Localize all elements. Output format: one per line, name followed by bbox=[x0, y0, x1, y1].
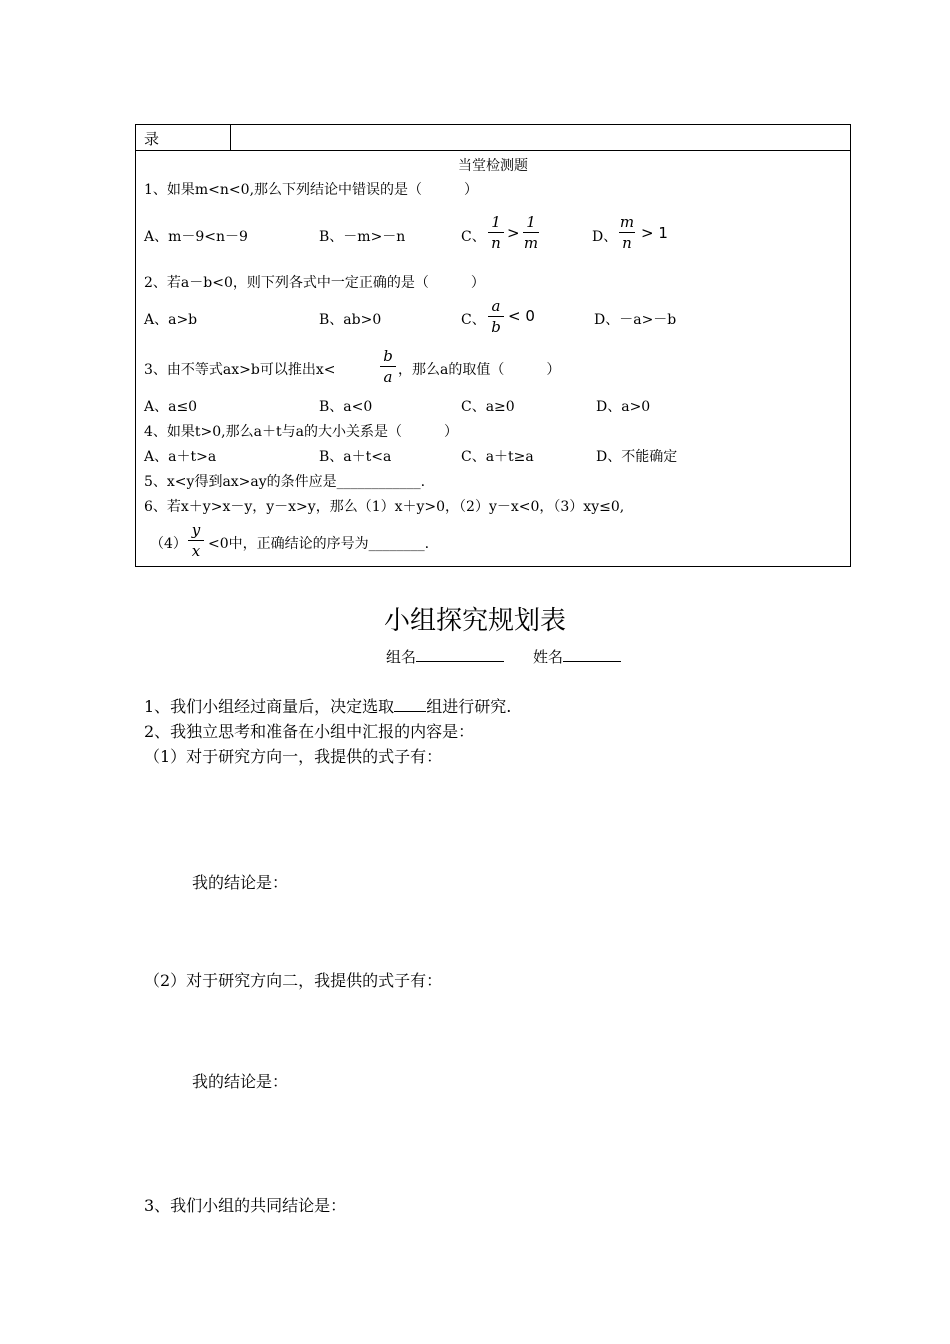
q1-option-d-fraction bbox=[617, 212, 637, 253]
record-row bbox=[135, 124, 851, 151]
q4-option-b: B、a＋t<a bbox=[319, 449, 392, 465]
q2-option-c-fraction bbox=[486, 296, 506, 337]
q1-stem: 1、如果m<n<0,那么下列结论中错误的是（ ） bbox=[144, 182, 479, 198]
fraction-numerator: y bbox=[191, 521, 201, 539]
q1-option-c-fraction-2 bbox=[521, 212, 541, 253]
q2-option-a: A、a>b bbox=[144, 312, 198, 328]
q6-line-2: <0中，正确结论的序号为________. bbox=[208, 536, 430, 552]
q1-option-d-prefix: D、 bbox=[592, 229, 618, 245]
group-name-blank[interactable] bbox=[416, 645, 504, 662]
q3-option-a: A、a≤0 bbox=[144, 399, 198, 415]
group-name-label: 组名 bbox=[386, 648, 417, 666]
plan-item-3: 3、我们小组的共同结论是： bbox=[144, 1196, 347, 1215]
q1-option-d-suffix: > 1 bbox=[641, 224, 668, 242]
plan-item-1-text-start: 1、我们小组经过商量后，决定选取 bbox=[144, 697, 395, 716]
q5-stem: 5、x<y得到ax>ay的条件应是____________. bbox=[144, 474, 426, 490]
group-choice-blank[interactable] bbox=[394, 695, 426, 712]
q2-stem: 2、若a－b<0，则下列各式中一定正确的是（ ） bbox=[144, 275, 485, 291]
q6-line-1: 6、若x＋y>x－y，y－x>y，那么（1）x＋y>0，（2）y－x<0，（3）xy≤0, bbox=[144, 499, 625, 515]
q6-item-4-label: （4） bbox=[150, 536, 187, 552]
q4-option-a: A、a＋t>a bbox=[144, 449, 217, 465]
q3-fraction bbox=[378, 346, 398, 387]
fraction-denominator: m bbox=[523, 234, 539, 252]
fraction-denominator: a bbox=[383, 368, 393, 386]
q2-option-c-prefix: C、 bbox=[461, 312, 486, 328]
q3-option-c: C、a≥0 bbox=[461, 399, 515, 415]
quiz-heading: 当堂检测题 bbox=[458, 158, 528, 174]
direction-1-conclusion: 我的结论是： bbox=[192, 873, 289, 892]
q3-option-d: D、a>0 bbox=[596, 399, 651, 415]
fraction-denominator: x bbox=[191, 542, 201, 560]
student-name-label: 姓名 bbox=[533, 648, 564, 666]
q2-option-d: D、－a>－b bbox=[594, 312, 677, 328]
q1-option-b: B、－m>－n bbox=[319, 229, 406, 245]
fraction-numerator: b bbox=[383, 347, 393, 365]
plan-item-2: 2、我独立思考和准备在小组中汇报的内容是： bbox=[144, 722, 475, 741]
record-label: 录 bbox=[144, 130, 160, 148]
direction-2-prompt: （2）对于研究方向二，我提供的式子有： bbox=[144, 971, 443, 990]
student-name-blank[interactable] bbox=[563, 645, 621, 662]
group-name-field bbox=[386, 645, 504, 667]
q1-option-c-operator: > bbox=[507, 224, 520, 242]
q1-option-a: A、m－9<n－9 bbox=[144, 229, 248, 245]
q1-option-c-fraction-1 bbox=[486, 212, 506, 253]
fraction-denominator: n bbox=[622, 234, 632, 252]
q4-option-d: D、不能确定 bbox=[596, 449, 678, 465]
fraction-denominator: n bbox=[491, 234, 501, 252]
fraction-numerator: a bbox=[491, 297, 501, 315]
record-label-cell bbox=[136, 125, 231, 150]
fraction-numerator: 1 bbox=[491, 213, 501, 231]
fraction-numerator: 1 bbox=[526, 213, 536, 231]
q2-option-c-suffix: < 0 bbox=[508, 307, 535, 325]
student-name-field bbox=[533, 645, 621, 667]
direction-1-prompt: （1）对于研究方向一，我提供的式子有： bbox=[144, 747, 443, 766]
plan-title: 小组探究规划表 bbox=[383, 606, 567, 636]
fraction-numerator: m bbox=[619, 213, 635, 231]
q1-option-c-prefix: C、 bbox=[461, 229, 486, 245]
q3-stem-start: 3、由不等式ax>b可以推出x< bbox=[144, 362, 336, 378]
direction-2-conclusion: 我的结论是： bbox=[192, 1072, 289, 1091]
plan-item-1-text-end: 组进行研究. bbox=[426, 697, 512, 716]
plan-item-1 bbox=[144, 694, 511, 717]
q6-fraction bbox=[186, 520, 206, 561]
fraction-denominator: b bbox=[491, 318, 501, 336]
q4-stem: 4、如果t>0,那么a＋t与a的大小关系是（ ） bbox=[144, 424, 458, 440]
q3-stem-end: ，那么a的取值（ ） bbox=[398, 362, 561, 378]
q3-option-b: B、a<0 bbox=[319, 399, 373, 415]
q4-option-c: C、a＋t≥a bbox=[461, 449, 534, 465]
q2-option-b: B、ab>0 bbox=[319, 312, 382, 328]
